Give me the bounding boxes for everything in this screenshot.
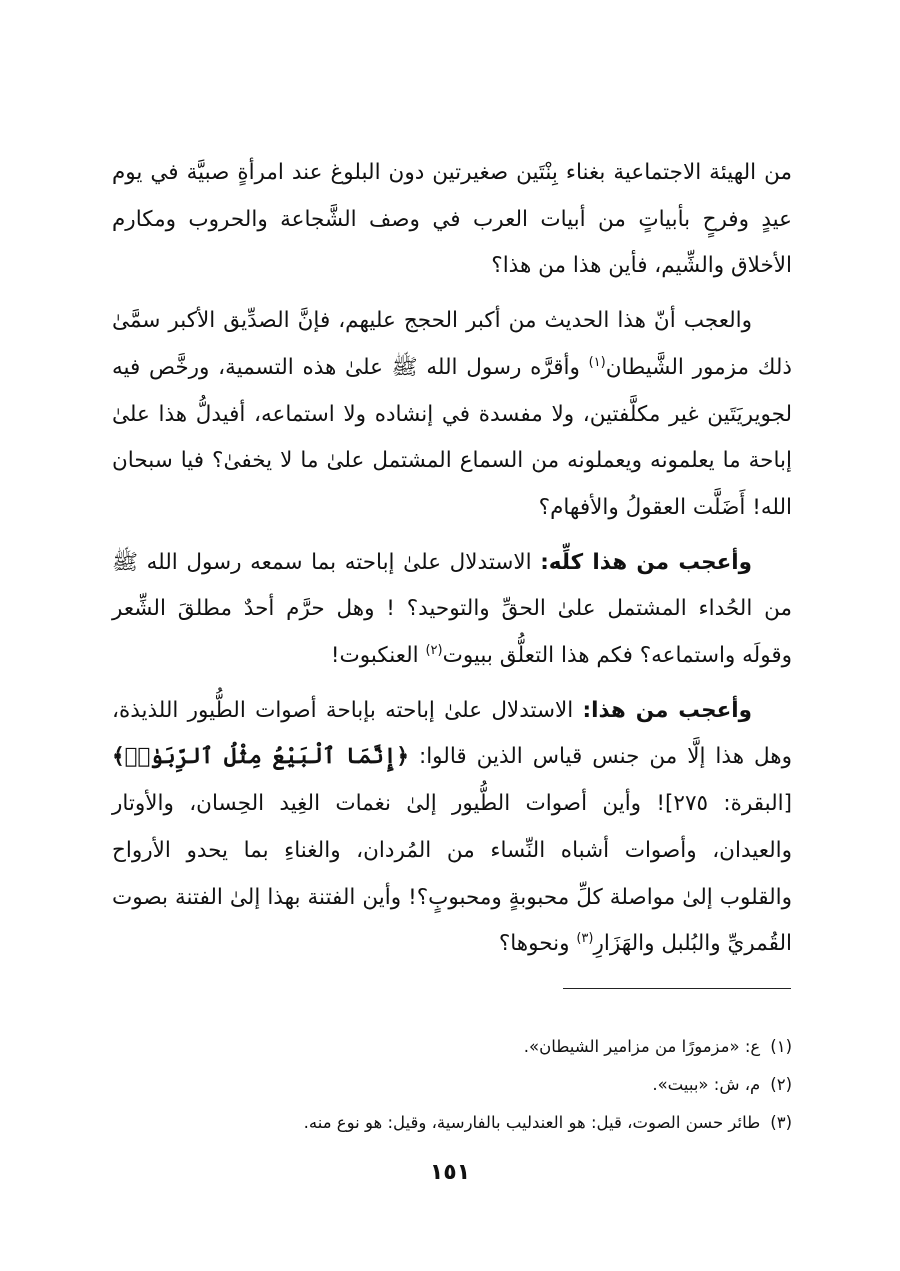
main-text <box>112 150 792 976</box>
paragraph-4-text-a: الاستدلال علىٰ إباحته بإباحة أصوات الطُّيور اللذيذة، وهل هذا إلَّا من جنس قياس الذين قالوا: <box>112 697 792 770</box>
footnote-2-number: (٢) <box>770 1075 792 1094</box>
footnote-ref-1[interactable]: (١) <box>588 354 606 370</box>
paragraph-4 <box>112 688 792 968</box>
paragraph-3-text-b: العنكبوت! <box>330 643 426 669</box>
paragraph-4-text-c: ونحوها؟ <box>498 931 577 957</box>
footnote-1 <box>112 1028 792 1066</box>
footnote-1-text: ع: «مزمورًا من مزامير الشيطان». <box>523 1037 761 1056</box>
footnote-separator <box>563 988 791 989</box>
footnote-3-text: طائر حسن الصوت، قيل: هو العندليب بالفارسية، وقيل: هو نوع منه. <box>303 1113 761 1132</box>
quran-verse: ﴿إِنَّمَا ٱلْبَيْعُ مِثْلُ ٱلرِّبَوٰا۟﴾ <box>112 744 409 770</box>
page-number: ١٥١ <box>429 1160 471 1185</box>
paragraph-1 <box>112 150 792 290</box>
footnote-2-text: م، ش: «ببيت». <box>652 1075 761 1094</box>
footnote-2 <box>112 1066 792 1104</box>
footnote-3 <box>112 1104 792 1142</box>
paragraph-2-text-a: والعجب أنّ هذا الحديث من أكبر الحجج عليهم، فإنَّ الصدِّيق الأكبر سمَّىٰ ذلك مزمور الشَّيطان <box>112 308 792 380</box>
footnote-ref-2[interactable]: (٢) <box>425 642 443 658</box>
paragraph-3-text-a: الاستدلال علىٰ إباحته بما سمعه رسول الله ﷺ من الحُداء المشتمل علىٰ الحقِّ والتوحيد؟ ! وهل حرَّم أحدٌ مطلقَ الشِّعر وقولَه واستماعه؟ فكم هذا التعلُّق ببيوت <box>112 549 792 669</box>
paragraph-1-text: من الهيئة الاجتماعية بغناء بِنْتَين صغيرتين دون البلوغ عند امرأةٍ صبيَّة في يوم عيدٍ وفرحٍ بأبياتٍ من أبيات العرب في وصف الشَّجاعة والحروب ومكارم الأخلاق والشِّيم، فأين هذا من هذا؟ <box>112 160 792 279</box>
footnote-1-number: (١) <box>770 1037 792 1056</box>
paragraph-4-lead: وأعجب من هذا: <box>582 697 752 723</box>
footnotes <box>112 1028 792 1142</box>
paragraph-3 <box>112 540 792 680</box>
footnote-3-number: (٣) <box>770 1113 792 1132</box>
paragraph-2 <box>112 298 792 532</box>
paragraph-3-lead: وأعجب من هذا كلِّه: <box>540 549 752 575</box>
paragraph-4-text-b: [البقرة: ٢٧٥]! وأين أصوات الطُّيور إلىٰ نغمات الغِيد الحِسان، والأوتار والعيدان، وأصوات أشباه النِّساء من المُردان، والغناءِ بما يحدو الأرواح والقلوب إلىٰ مواصلة كلِّ محبوبةٍ ومحبوبٍ؟! وأين الفتنة بهذا إلىٰ الفتنة بصوت القُمريِّ والبُلبل والهَزَارِ <box>112 791 793 957</box>
paragraph-2-text-b: وأقرَّه رسول الله ﷺ علىٰ هذه التسمية، ورخَّص فيه لجويريَتَين غير مكلَّفتين، ولا مفسدة في إنشاده ولا استماعه، أفيدلُّ هذا علىٰ إباحة ما يعلمونه ويعملونه من السماع المشتمل علىٰ ما لا يخفىٰ؟ فيا سبحان الله! أَضَلَّت العقولُ والأفهام؟ <box>112 354 792 520</box>
footnote-ref-3[interactable]: (٣) <box>576 931 594 947</box>
